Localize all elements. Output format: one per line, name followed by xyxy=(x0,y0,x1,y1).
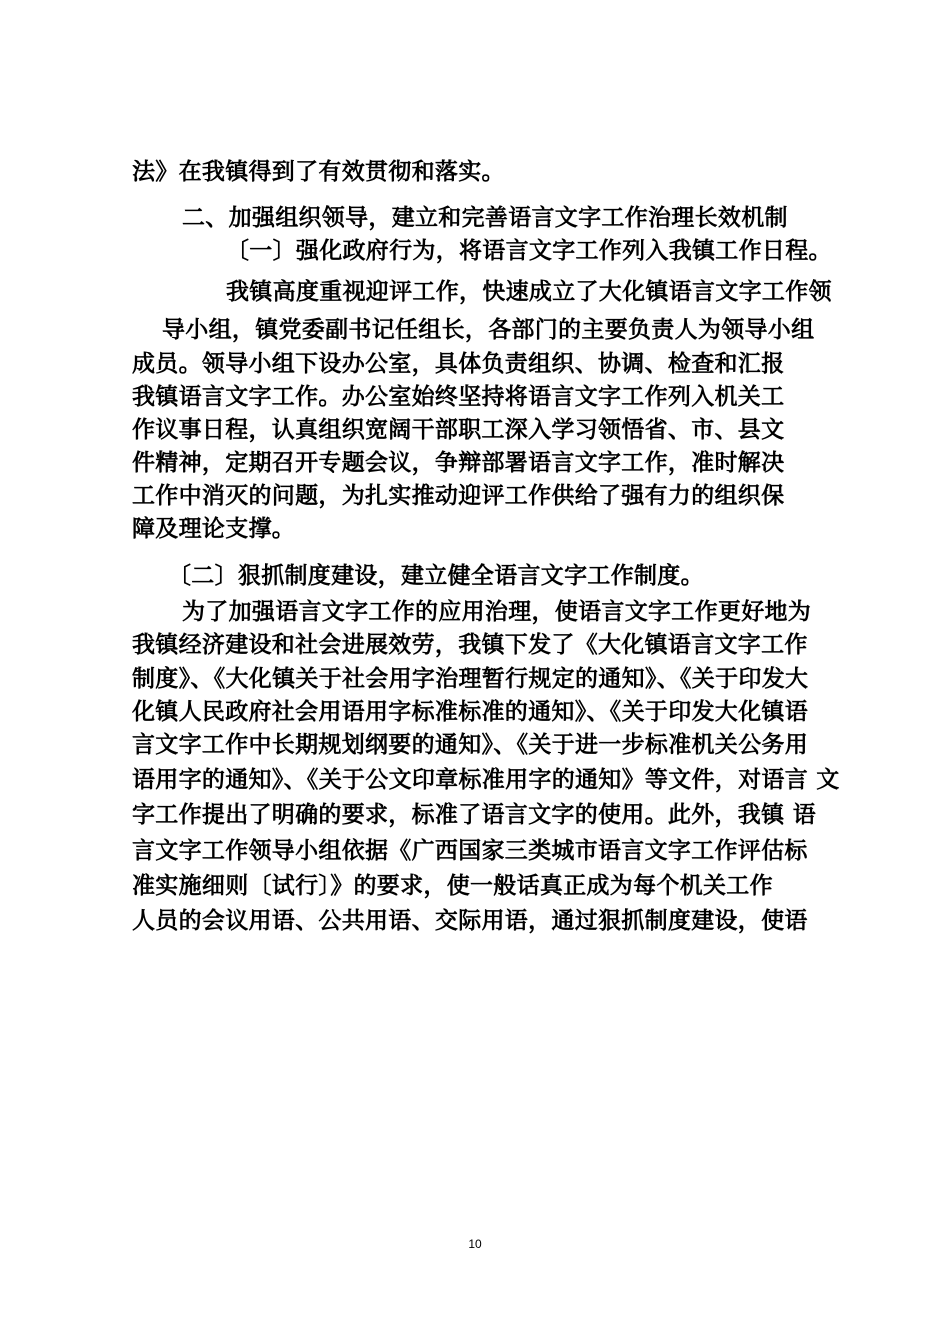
paragraph-line: 工作中消灭的问题，为扎实推动迎评工作供给了强有力的组织保 xyxy=(132,483,785,509)
paragraph-line: 语用字的通知》、《关于公文印章标准用字的通知》等文件，对语言 文 xyxy=(132,767,840,793)
paragraph-line: 为了加强语言文字工作的应用治理，使语言文字工作更好地为 xyxy=(182,599,812,625)
subsection-heading: 〔一〕强化政府行为，将语言文字工作列入我镇工作日程。 xyxy=(226,238,832,264)
paragraph-line: 我镇语言文字工作。办公室始终坚持将语言文字工作列入机关工 xyxy=(132,384,785,410)
paragraph-line: 作议事日程，认真组织宽阔干部职工深入学习领悟省、市、县文 xyxy=(132,417,785,443)
paragraph-line: 成员。领导小组下设办公室，具体负责组织、协调、检查和汇报 xyxy=(132,351,785,377)
paragraph-line: 我镇经济建设和社会进展效劳，我镇下发了《大化镇语言文字工作 xyxy=(132,632,808,658)
paragraph-line: 法》在我镇得到了有效贯彻和落实。 xyxy=(132,159,505,185)
paragraph-line: 人员的会议用语、公共用语、交际用语，通过狠抓制度建设，使语 xyxy=(132,908,808,934)
paragraph-line: 化镇人民政府社会用语用字标准标准的通知》、《关于印发大化镇语 xyxy=(132,699,808,725)
section-heading: 二、加强组织领导，建立和完善语言文字工作治理长效机制 xyxy=(182,205,788,231)
paragraph-line: 言文字工作中长期规划纲要的通知》、《关于进一步标准机关公务用 xyxy=(132,732,808,758)
paragraph-line: 言文字工作领导小组依据《广西国家三类城市语言文字工作评估标 xyxy=(132,838,808,864)
subsection-heading: 〔二〕狠抓制度建设，建立健全语言文字工作制度。 xyxy=(168,563,704,589)
paragraph-line: 导小组，镇党委副书记任组长，各部门的主要负责人为领导小组 xyxy=(162,317,815,343)
paragraph-line: 制度》、《大化镇关于社会用字治理暂行规定的通知》、《关于印发大 xyxy=(132,666,809,692)
paragraph-line: 字工作提出了明确的要求，标准了语言文字的使用。此外，我镇 语 xyxy=(132,802,817,828)
paragraph-line: 准实施细则〔试行〕》的要求，使一般话真正成为每个机关工作 xyxy=(132,873,773,899)
page-number: 10 xyxy=(468,1237,482,1251)
paragraph-line: 我镇高度重视迎评工作，快速成立了大化镇语言文字工作领 xyxy=(226,279,832,305)
paragraph-line: 件精神，定期召开专题会议，争辩部署语言文字工作，准时解决 xyxy=(132,450,785,476)
paragraph-line: 障及理论支撑。 xyxy=(132,516,296,542)
